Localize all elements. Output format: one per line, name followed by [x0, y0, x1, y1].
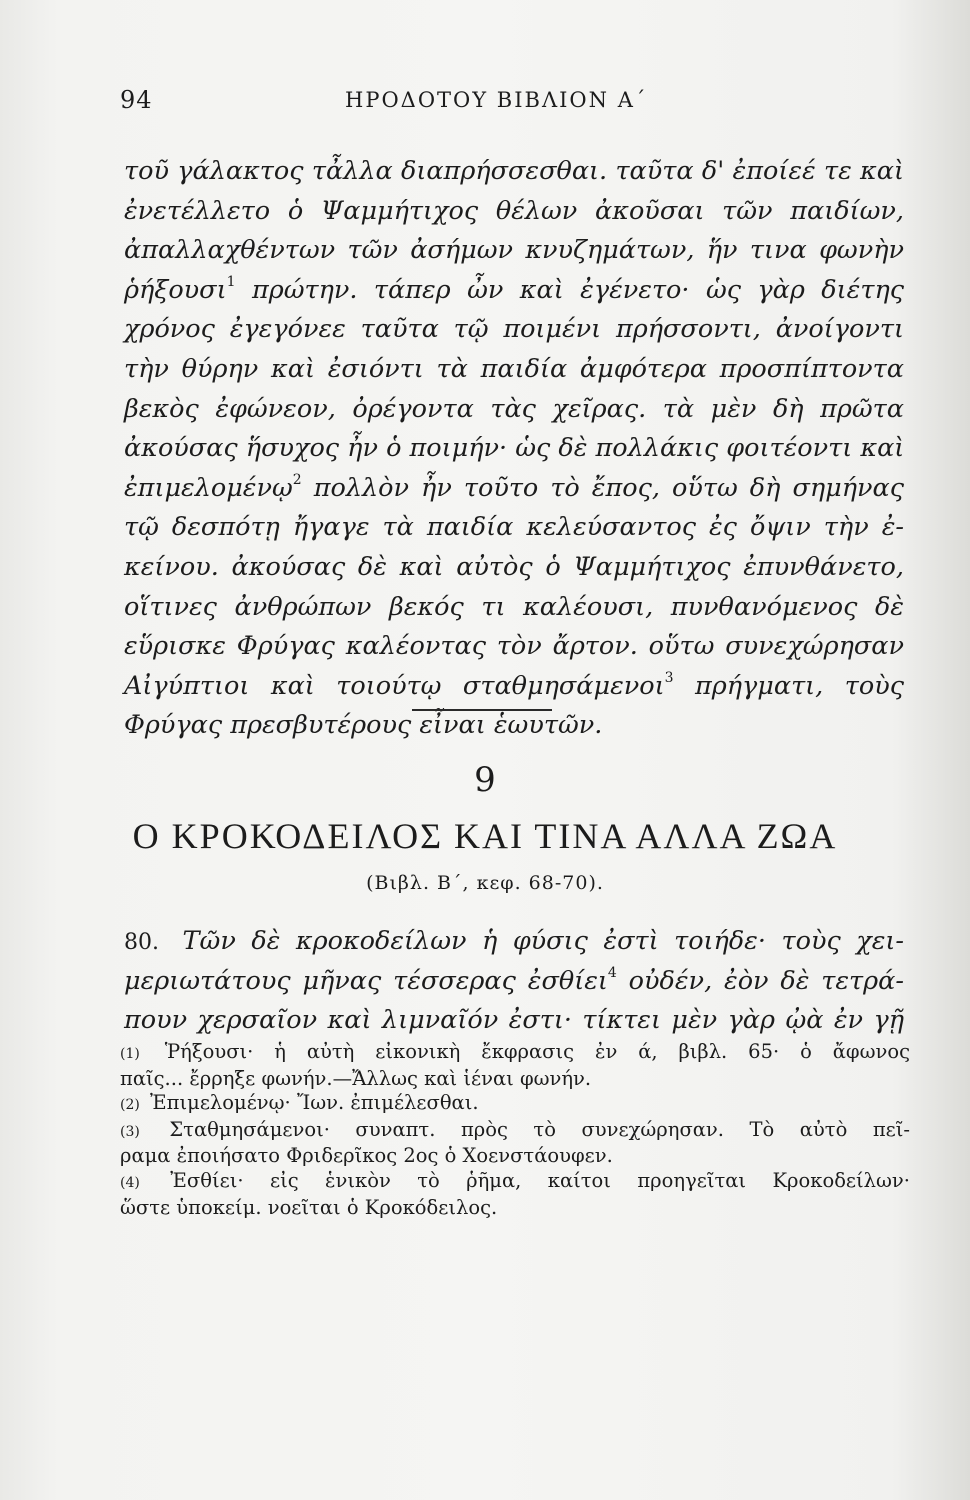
section-reference: (Βιβλ. Β΄, κεφ. 68-70). [366, 872, 604, 894]
text-line: ἐνετέλλετο ὁ Ψαμμήτιχος θέλων ἀκοῦσαι τῶν παιδίων, [124, 195, 904, 226]
text-line: κείνου. ἀκούσας δὲ καὶ αὐτὸς ὁ Ψαμμήτιχος ἐπυνθάνετο, [124, 551, 904, 582]
footnote-ref-2[interactable]: 2 [292, 471, 302, 488]
text-line: Φρύγας πρεσβυτέρους εἶναι ἑωυτῶν. [124, 710, 603, 741]
text-fragment: πολλὸν ἦν τοῦτο τὸ ἔπος, οὕτω δὴ σημήνας [313, 472, 905, 503]
footnote-line [120, 1040, 910, 1067]
text-fragment: πρώτην. τάπερ ὦν καὶ ἐγένετο· ὡς γὰρ διέτης [251, 274, 905, 305]
text-fragment: ἐπιμελομένῳ [124, 472, 293, 503]
section-number: 9 [474, 760, 496, 800]
footnote-ref-3[interactable]: 3 [664, 669, 674, 686]
footnote-marker: (3) [120, 1123, 140, 1140]
footnote-text: Σταθμησάμενοι· συναπτ. πρὸς τὸ συνεχώρησαν. Τὸ αὐτὸ πεῖ- [169, 1117, 910, 1141]
footnote-ref-4[interactable]: 4 [607, 965, 617, 981]
footnote-line [120, 1118, 910, 1145]
footnote-text: Ῥήξουσι· ἡ αὐτὴ εἰκονικὴ ἔκφρασις ἐν ά, βιβλ. 65· ὁ ἄφωνος [164, 1040, 910, 1063]
text-line: τοῦ γάλακτος τἆλλα διαπρήσσεσθαι. ταῦτα δ' ἐποίεέ τε καὶ [124, 156, 904, 186]
text-line: εὕρισκε Φρύγας καλέοντας τὸν ἄρτον. οὕτω συνεχώρησαν [124, 631, 904, 662]
footnote-marker: (2) [120, 1097, 140, 1114]
text-line: βεκὸς ἐφώνεον, ὀρέγοντα τὰς χεῖρας. τὰ μὲν δὴ πρῶτα [124, 393, 904, 424]
paragraph-number: 80. [124, 930, 159, 955]
page-header [120, 86, 840, 126]
footnote-text: Ἐσθίει· εἰς ἑνικὸν τὸ ῥῆμα, καίτοι προηγεῖται Κροκοδείλων· [170, 1168, 910, 1192]
footnote-line [120, 1169, 910, 1196]
text-line: τὴν θύρην καὶ ἐσιόντι τὰ παιδία ἀμφότερα προσπίπτοντα [124, 353, 904, 384]
section-divider [412, 709, 552, 711]
text-line: οἵτινες ἀνθρώπων βεκός τι καλέουσι, πυνθανόμενος δὲ [124, 591, 904, 622]
text-line: χρόνος ἐγεγόνεε ταῦτα τῷ ποιμένι πρήσσοντι, ἀνοίγοντι [124, 314, 904, 345]
text-line [124, 469, 904, 509]
text-fragment: Τῶν δὲ κροκοδείλων ἡ φύσις ἐστὶ τοιήδε· τοὺς χει- [182, 926, 904, 956]
footnote-marker: (4) [120, 1174, 140, 1191]
footnote-line: παῖς... ἔρρηξε φωνήν.—Ἄλλως καὶ ἱέναι φωνήν. [120, 1066, 592, 1090]
footnotes [120, 1040, 910, 1220]
text-line [124, 667, 904, 707]
footnote-marker: (1) [120, 1046, 140, 1062]
page-number: 94 [120, 86, 153, 114]
footnote-line [120, 1091, 910, 1118]
text-line [124, 271, 904, 311]
footnote-ref-1[interactable]: 1 [226, 273, 236, 290]
text-fragment: οὐδέν, ἐὸν δὲ τετρά- [628, 966, 904, 996]
text-fragment: ῥήξουσι [124, 274, 227, 305]
text-line [124, 922, 904, 962]
text-line [124, 962, 904, 1001]
text-line: τῷ δεσπότῃ ἤγαγε τὰ παιδία κελεύσαντος ἐς ὄψιν τὴν ἐ- [124, 512, 904, 543]
text-fragment: μεριωτάτους μῆνας τέσσερας ἐσθίει [124, 966, 608, 996]
paragraph-80 [124, 922, 904, 1040]
running-title: ΗΡΟΔΟΤΟΥ ΒΙΒΛΙΟΝ Α΄ [345, 88, 648, 112]
text-fragment: πρήγματι, τοὺς [695, 670, 905, 701]
section-title: Ο ΚΡΟΚΟΔΕΙΛΟΣ ΚΑΙ ΤΙΝΑ ΑΛΛΑ ΖΩΑ [132, 816, 838, 856]
footnote-text: Ἐπιμελομένῳ· Ἴων. ἐπιμέλεσθαι. [150, 1091, 479, 1115]
text-line: πουν χερσαῖον καὶ λιμναῖόν ἐστι· τίκτει μὲν γὰρ ᾠὰ ἐν γῇ [124, 1005, 904, 1035]
footnote-line: ὥστε ὑποκείμ. νοεῖται ὁ Κροκόδειλος. [120, 1195, 498, 1219]
text-line: ἀπαλλαχθέντων τῶν ἀσήμων κνυζημάτων, ἥν τινα φωνὴν [124, 235, 904, 266]
text-line: ἀκούσας ἥσυχος ἦν ὁ ποιμήν· ὡς δὲ πολλάκις φοιτέοντι καὶ [124, 433, 905, 464]
footnote-line: ραμα ἐποιήσατο Φριδερῖκος 2ος ὁ Χοενστάουφεν. [120, 1144, 613, 1168]
text-fragment: Αἰγύπτιοι καὶ τοιούτῳ σταθμησάμενοι [124, 670, 665, 701]
main-text-block [124, 152, 904, 746]
